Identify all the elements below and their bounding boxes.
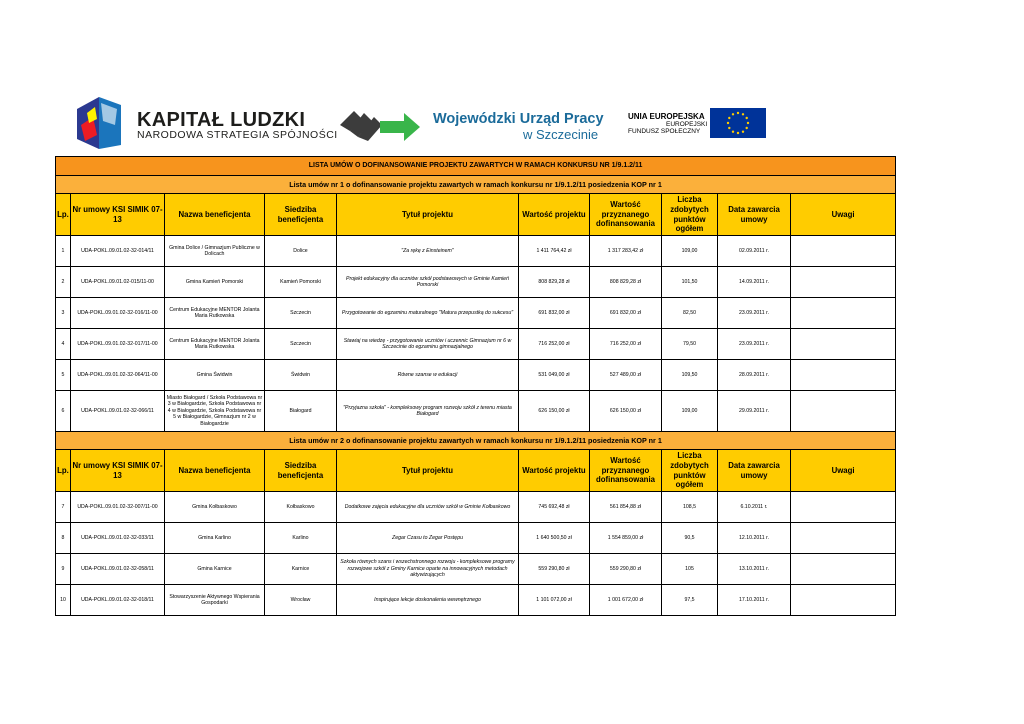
ue-logo [616, 100, 776, 142]
project-title-cell: "Za rękę z Einsteinem" [337, 236, 519, 267]
contract-number-cell: UDA-POKL.09.01.02-32-017/11-00 [71, 329, 165, 360]
notes-cell [791, 298, 896, 329]
contract-date-cell: 13.10.2011 r. [718, 554, 791, 585]
table-row [56, 267, 896, 298]
notes-cell [791, 236, 896, 267]
beneficiary-name-cell: Gmina Kołbaskowo [165, 492, 265, 523]
beneficiary-name-cell: Gmina Karlino [165, 523, 265, 554]
table-row [56, 523, 896, 554]
points-cell: 90,5 [662, 523, 718, 554]
contract-date-cell: 17.10.2011 r. [718, 585, 791, 616]
section-heading: Lista umów nr 1 o dofinansowanie projektu zawartych w ramach konkursu nr 1/9.1.2/11 posiedzenia KOP nr 1 [56, 176, 896, 194]
contract-number-cell: UDA-POKL.09.01.02-32-016/11-00 [71, 298, 165, 329]
project-value-cell: 691 832,00 zł [519, 298, 590, 329]
column-header: Siedziba beneficjenta [265, 194, 337, 236]
ue-line2: EUROPEJSKI [666, 121, 708, 128]
grant-value-cell: 626 150,00 zł [590, 391, 662, 432]
beneficiary-name-cell: Gmina Świdwin [165, 360, 265, 391]
lp-cell: 6 [56, 391, 71, 432]
beneficiary-name-cell: Centrum Edukacyjne MENTOR Jolanta Maria Rutkowska [165, 298, 265, 329]
wup-arrows-icon [340, 105, 422, 145]
beneficiary-seat-cell: Dolice [265, 236, 337, 267]
contract-date-cell: 14.09.2011 r. [718, 267, 791, 298]
notes-cell [791, 492, 896, 523]
project-value-cell: 531 049,00 zł [519, 360, 590, 391]
grant-value-cell: 527 489,00 zł [590, 360, 662, 391]
notes-cell [791, 391, 896, 432]
contract-date-cell: 28.09.2011 r. [718, 360, 791, 391]
column-header: Uwagi [791, 194, 896, 236]
grant-value-cell: 561 854,88 zł [590, 492, 662, 523]
beneficiary-seat-cell: Karnice [265, 554, 337, 585]
column-header: Data zawarcia umowy [718, 194, 791, 236]
grant-value-cell: 559 290,80 zł [590, 554, 662, 585]
contract-date-cell: 23.09.2011 r. [718, 329, 791, 360]
points-cell: 82,50 [662, 298, 718, 329]
points-cell: 101,50 [662, 267, 718, 298]
grant-value-cell: 716 252,00 zł [590, 329, 662, 360]
column-header: Nr umowy KSI SIMIK 07-13 [71, 194, 165, 236]
ue-line1: UNIA EUROPEJSKA [628, 112, 705, 121]
project-value-cell: 1 640 500,50 zł [519, 523, 590, 554]
beneficiary-name-cell: Gmina Kamień Pomorski [165, 267, 265, 298]
column-header: Liczba zdobytych punktów ogółem [662, 450, 718, 492]
project-title-cell: Dodatkowe zajęcia edukacyjne dla uczniów szkół w Gminie Kołbaskowo [337, 492, 519, 523]
table-row [56, 492, 896, 523]
points-cell: 109,00 [662, 236, 718, 267]
lp-cell: 10 [56, 585, 71, 616]
table-row [56, 554, 896, 585]
project-value-cell: 626 150,00 zł [519, 391, 590, 432]
points-cell: 108,5 [662, 492, 718, 523]
project-title-cell: Przygotowanie do egzaminu maturalnego "Matura przepustką do sukcesu" [337, 298, 519, 329]
beneficiary-name-cell: Gmina Karnice [165, 554, 265, 585]
beneficiary-name-cell: Miasto Białogard / Szkoła Podstawowa nr 3 w Białogardzie, Szkoła Podstawowa nr 4 w Białogardzie, Szkoła Podstawowa nr 5 w Białogardzie, Gimnazjum nr 2 w Białogardzie [165, 391, 265, 432]
project-title-cell: "Przyjazna szkoła" - kompleksowy program rozwoju szkół z terenu miasta Białogard [337, 391, 519, 432]
column-header: Wartość przyznanego dofinansowania [590, 450, 662, 492]
grant-value-cell: 1 554 859,00 zł [590, 523, 662, 554]
column-header: Liczba zdobytych punktów ogółem [662, 194, 718, 236]
notes-cell [791, 329, 896, 360]
column-header: Wartość projektu [519, 194, 590, 236]
column-header: Tytuł projektu [337, 450, 519, 492]
notes-cell [791, 267, 896, 298]
contract-date-cell: 6.10.2011 r. [718, 492, 791, 523]
grant-value-cell: 1 317 283,42 zł [590, 236, 662, 267]
kapital-ludzki-emblem-icon [75, 95, 123, 151]
contract-number-cell: UDA-POKL.09.01.02-015/11-00 [71, 267, 165, 298]
project-title-cell: Stawiaj na wiedzę - przygotowanie uczniów i uczennic Gimnazjum nr 6 w Szczecinie do egzaminu gimnazjalnego [337, 329, 519, 360]
beneficiary-seat-cell: Szczecin [265, 329, 337, 360]
column-header: Siedziba beneficjenta [265, 450, 337, 492]
table-row [56, 298, 896, 329]
project-value-cell: 745 692,48 zł [519, 492, 590, 523]
wup-title: Wojewódzki Urząd Pracy [433, 111, 604, 127]
lp-cell: 8 [56, 523, 71, 554]
grant-value-cell: 808 829,28 zł [590, 267, 662, 298]
project-value-cell: 808 829,28 zł [519, 267, 590, 298]
column-header: Tytuł projektu [337, 194, 519, 236]
column-header-row [56, 450, 896, 492]
column-header: Lp. [56, 450, 71, 492]
column-header: Nazwa beneficjenta [165, 194, 265, 236]
beneficiary-seat-cell: Świdwin [265, 360, 337, 391]
project-title-cell: Projekt edukacyjny dla uczniów szkół podstawowych w Gminie Kamień Pomorski [337, 267, 519, 298]
contract-number-cell: UDA-POKL.09.01.02-32-014/11 [71, 236, 165, 267]
notes-cell [791, 523, 896, 554]
points-cell: 97,5 [662, 585, 718, 616]
wup-logo [340, 105, 604, 147]
project-title-cell: Zegar Czasu to Zegar Postępu [337, 523, 519, 554]
points-cell: 79,50 [662, 329, 718, 360]
beneficiary-name-cell: Centrum Edukacyjne MENTOR Jolanta Maria Rutkowska [165, 329, 265, 360]
lp-cell: 2 [56, 267, 71, 298]
beneficiary-seat-cell: Kamień Pomorski [265, 267, 337, 298]
table-title-row [56, 157, 896, 176]
ue-line3: FUNDUSZ SPOŁECZNY [628, 128, 701, 135]
grant-value-cell: 691 832,00 zł [590, 298, 662, 329]
table-body [56, 157, 896, 616]
contract-number-cell: UDA-POKL.09.01.02-32-064/11-00 [71, 360, 165, 391]
contract-date-cell: 29.09.2011 r. [718, 391, 791, 432]
project-title-cell: Inspirujące lekcje doskonalenia wewnętrznego [337, 585, 519, 616]
beneficiary-seat-cell: Wrocław [265, 585, 337, 616]
contract-number-cell: UDA-POKL.09.01.02-32-058/11 [71, 554, 165, 585]
table-row [56, 236, 896, 267]
eu-flag-icon [710, 108, 766, 138]
section-heading: Lista umów nr 2 o dofinansowanie projektu zawartych w ramach konkursu nr 1/9.1.2/11 posiedzenia KOP nr 1 [56, 432, 896, 450]
table-row [56, 360, 896, 391]
lp-cell: 3 [56, 298, 71, 329]
column-header: Data zawarcia umowy [718, 450, 791, 492]
notes-cell [791, 554, 896, 585]
notes-cell [791, 585, 896, 616]
column-header: Nr umowy KSI SIMIK 07-13 [71, 450, 165, 492]
project-title-cell: Szkoła równych szans i wszechstronnego rozwoju - kompleksowe programy rozwojowe szkół z Gminy Karnice oparte na innowacyjnych metodach aktywizujących [337, 554, 519, 585]
contracts-table [55, 156, 896, 616]
wup-subtitle: w Szczecinie [523, 127, 599, 142]
project-value-cell: 1 101 072,00 zł [519, 585, 590, 616]
beneficiary-name-cell: Stowarzyszenie Aktywnego Wspierania Gospodarki [165, 585, 265, 616]
contract-number-cell: UDA-POKL.09.01.02-32-066/11 [71, 391, 165, 432]
kapital-ludzki-title: KAPITAŁ LUDZKI [137, 109, 306, 131]
project-value-cell: 716 252,00 zł [519, 329, 590, 360]
kapital-ludzki-logo [75, 95, 338, 153]
points-cell: 105 [662, 554, 718, 585]
column-header: Uwagi [791, 450, 896, 492]
beneficiary-name-cell: Gmina Dolice / Gimnazjum Publiczne w Dolicach [165, 236, 265, 267]
grant-value-cell: 1 001 672,00 zł [590, 585, 662, 616]
project-title-cell: Równe szanse w edukacji [337, 360, 519, 391]
project-value-cell: 1 411 764,42 zł [519, 236, 590, 267]
contract-number-cell: UDA-POKL.09.01.02-32-033/11 [71, 523, 165, 554]
lp-cell: 5 [56, 360, 71, 391]
beneficiary-seat-cell: Kołbaskowo [265, 492, 337, 523]
lp-cell: 9 [56, 554, 71, 585]
table-row [56, 585, 896, 616]
column-header: Lp. [56, 194, 71, 236]
column-header: Nazwa beneficjenta [165, 450, 265, 492]
lp-cell: 7 [56, 492, 71, 523]
lp-cell: 1 [56, 236, 71, 267]
table-row [56, 391, 896, 432]
points-cell: 109,50 [662, 360, 718, 391]
beneficiary-seat-cell: Szczecin [265, 298, 337, 329]
section-heading-row [56, 176, 896, 194]
points-cell: 109,00 [662, 391, 718, 432]
table-row [56, 329, 896, 360]
kapital-ludzki-subtitle: NARODOWA STRATEGIA SPÓJNOŚCI [137, 129, 338, 141]
contract-date-cell: 12.10.2011 r. [718, 523, 791, 554]
contract-date-cell: 02.09.2011 r. [718, 236, 791, 267]
column-header: Wartość przyznanego dofinansowania [590, 194, 662, 236]
beneficiary-seat-cell: Białogard [265, 391, 337, 432]
contract-number-cell: UDA-POKL.09.01.02-32-018/11 [71, 585, 165, 616]
beneficiary-seat-cell: Karlino [265, 523, 337, 554]
header-logos [0, 0, 1024, 155]
lp-cell: 4 [56, 329, 71, 360]
document-title: LISTA UMÓW O DOFINANSOWANIE PROJEKTU ZAWARTYCH W RAMACH KONKURSU NR 1/9.1.2/11 [56, 157, 896, 176]
column-header-row [56, 194, 896, 236]
notes-cell [791, 360, 896, 391]
project-value-cell: 559 290,80 zł [519, 554, 590, 585]
section-heading-row [56, 432, 896, 450]
contract-date-cell: 23.09.2011 r. [718, 298, 791, 329]
column-header: Wartość projektu [519, 450, 590, 492]
contract-number-cell: UDA-POKL.09.01.02-32-007/11-00 [71, 492, 165, 523]
